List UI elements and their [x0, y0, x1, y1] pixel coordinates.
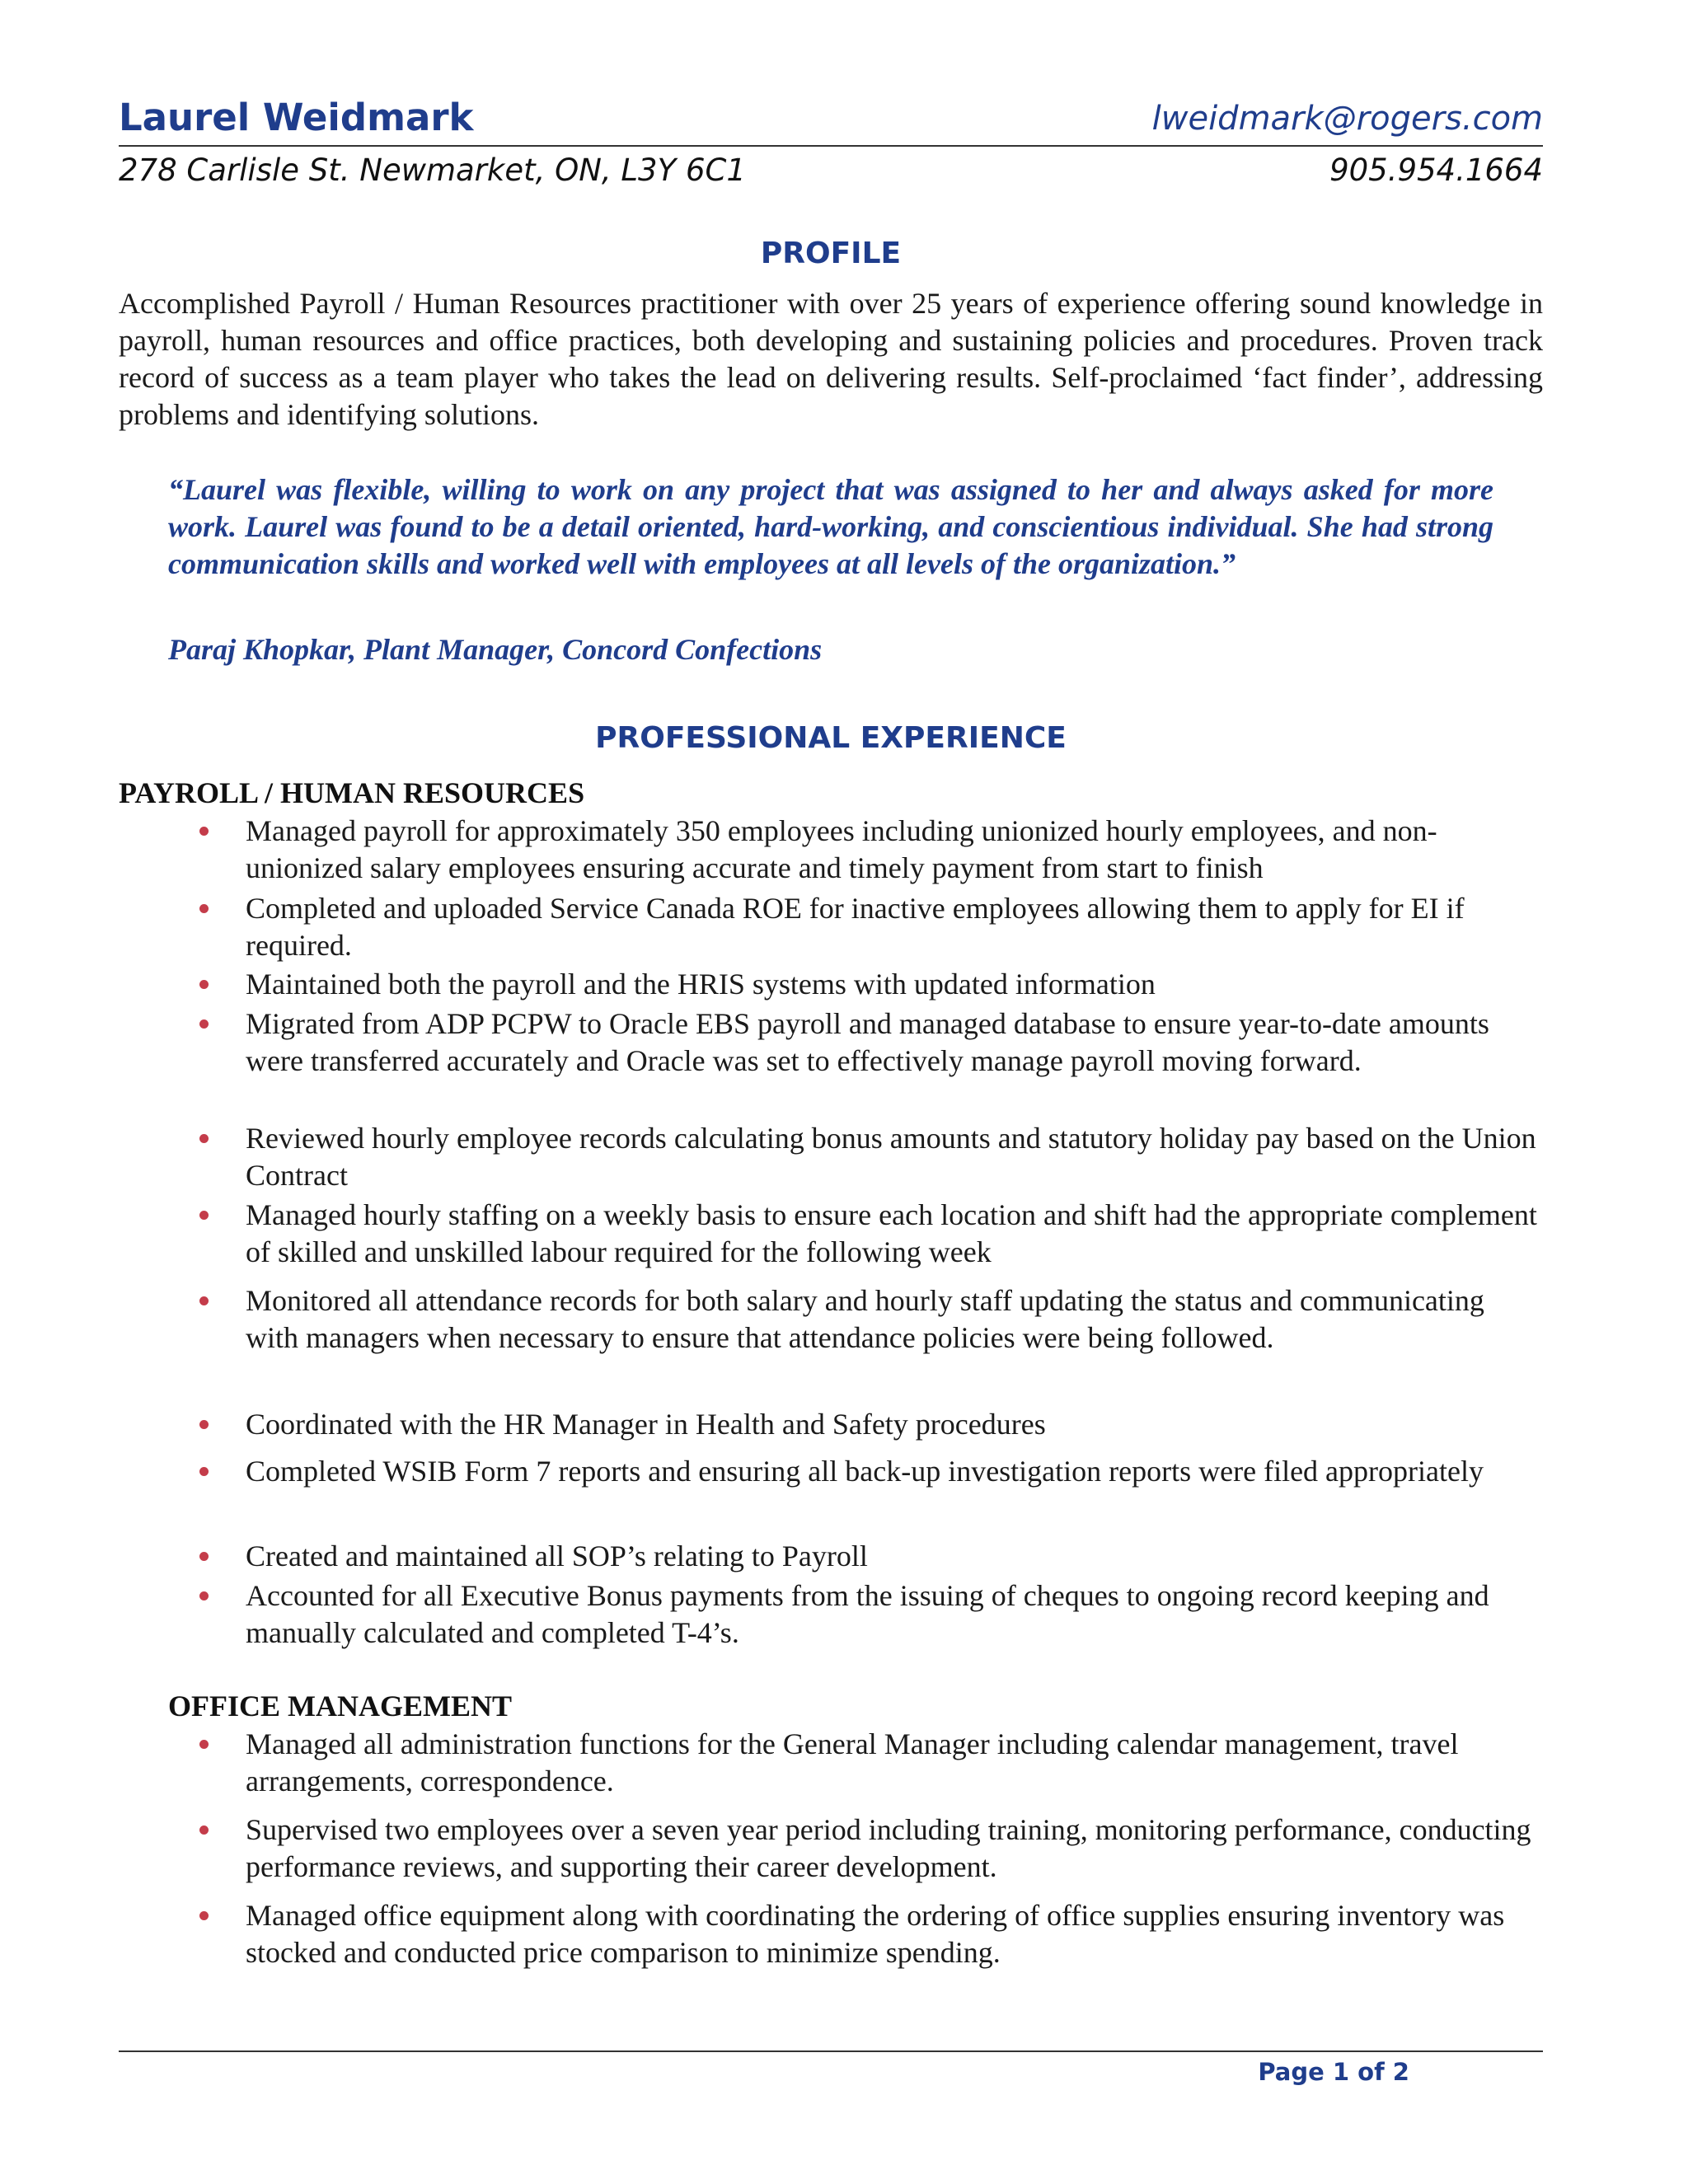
bullet-icon [199, 1825, 209, 1835]
testimonial-attribution: Paraj Khopkar, Plant Manager, Concord Confections [168, 633, 823, 666]
bullet-icon [199, 1467, 209, 1476]
page-number: Page 1 of 2 [1258, 2058, 1409, 2086]
list-item: Migrated from ADP PCPW to Oracle EBS payroll and managed database to ensure year-to-date amounts were transferred accurately and Oracle was set to effectively manage payroll moving forward. [246, 1005, 1543, 1080]
office-management-heading: OFFICE MANAGEMENT [168, 1690, 512, 1722]
bullet-icon [199, 1552, 209, 1561]
payroll-hr-heading: PAYROLL / HUMAN RESOURCES [119, 776, 585, 809]
address: 278 Carlisle St. Newmarket, ON, L3Y 6C1 [119, 152, 746, 188]
candidate-name: Laurel Weidmark [119, 96, 474, 139]
header-divider [119, 145, 1543, 147]
list-item: Managed hourly staffing on a weekly basis to ensure each location and shift had the appropriate complement of skilled and unskilled labour required for the following week [246, 1197, 1543, 1271]
list-item: Completed WSIB Form 7 reports and ensuring all back-up investigation reports were filed appropriately [246, 1453, 1543, 1490]
email-link[interactable]: lweidmark@rogers.com [1151, 100, 1543, 138]
bullet-icon [199, 1211, 209, 1220]
bullet-icon [199, 1019, 209, 1029]
list-item: Managed office equipment along with coordinating the ordering of office supplies ensuring inventory was stocked and conducted price comparison to minimize spending. [246, 1897, 1543, 1971]
testimonial-quote: “Laurel was flexible, willing to work on any project that was assigned to her and always asked for more work. Laurel was found to be a detail oriented, hard-working, and conscientious individual. She had strong communication skills and worked well with employees at all levels of the organization.” [168, 473, 1493, 580]
list-item: Accounted for all Executive Bonus payments from the issuing of cheques to ongoing record keeping and manually calculated and completed T-4’s. [246, 1577, 1543, 1652]
bullet-icon [199, 1591, 209, 1601]
experience-heading: PROFESSIONAL EXPERIENCE [595, 721, 1067, 755]
phone-number: 905.954.1664 [1329, 152, 1543, 188]
bullet-icon [199, 1420, 209, 1429]
list-item: Managed all administration functions for the General Manager including calendar management, travel arrangements, correspondence. [246, 1726, 1543, 1800]
bullet-icon [199, 1296, 209, 1305]
profile-heading: PROFILE [760, 237, 902, 270]
list-item: Maintained both the payroll and the HRIS systems with updated information [246, 966, 1543, 1003]
profile-summary: Accomplished Payroll / Human Resources practitioner with over 25 years of experience offering sound knowledge in payroll, human resources and office practices, both developing and sustaining policies and procedures. Proven track record of success as a team player who takes the lead on delivering results. Self-proclaimed ‘fact finder’, addressing problems and identifying solutions. [119, 287, 1543, 431]
list-item: Reviewed hourly employee records calculating bonus amounts and statutory holiday pay based on the Union Contract [246, 1120, 1543, 1194]
bullet-icon [199, 1134, 209, 1143]
list-item: Managed payroll for approximately 350 employees including unionized hourly employees, and non-unionized salary employees ensuring accurate and timely payment from start to finish [246, 813, 1543, 887]
list-item: Monitored all attendance records for both salary and hourly staff updating the status and communicating with managers when necessary to ensure that attendance policies were being followed. [246, 1282, 1543, 1357]
bullet-icon [199, 980, 209, 989]
bullet-icon [199, 827, 209, 836]
list-item: Completed and uploaded Service Canada ROE for inactive employees allowing them to apply for EI if required. [246, 890, 1543, 964]
list-item: Created and maintained all SOP’s relating to Payroll [246, 1538, 1543, 1575]
footer-divider [119, 2050, 1543, 2052]
bullet-icon [199, 1740, 209, 1749]
list-item: Coordinated with the HR Manager in Health and Safety procedures [246, 1406, 1543, 1443]
bullet-icon [199, 1911, 209, 1920]
list-item: Supervised two employees over a seven year period including training, monitoring performance, conducting performance reviews, and supporting their career development. [246, 1811, 1543, 1886]
bullet-icon [199, 904, 209, 913]
